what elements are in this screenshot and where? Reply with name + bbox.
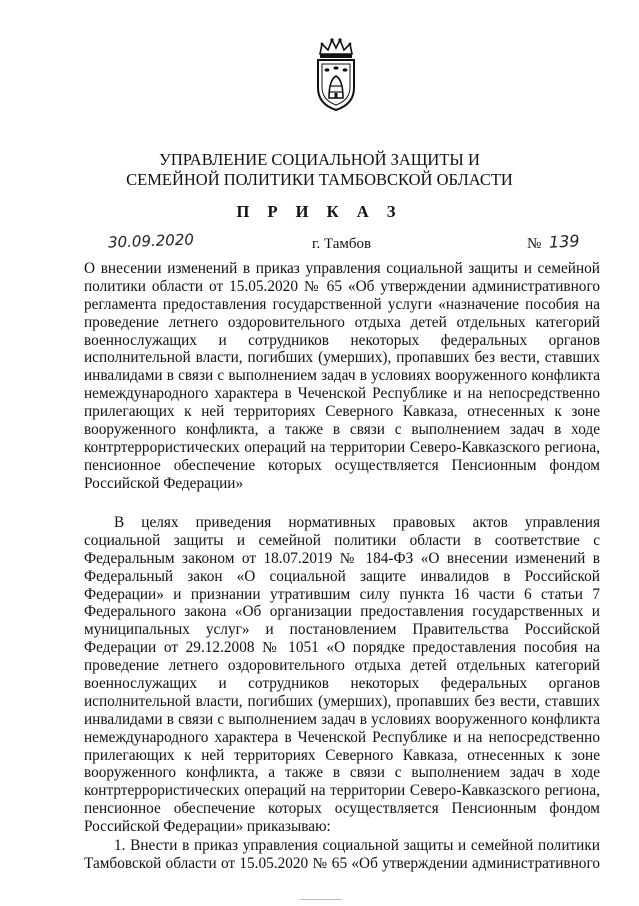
document-city: г. Тамбов — [312, 236, 372, 252]
preamble-line: контртеррористических операций на территории Северо-Кавказского региона, — [84, 782, 600, 800]
preamble-line: инвалидами в связи с выполнением задач в условиях вооруженного конфликта — [84, 710, 600, 728]
preamble-line: немеждународного характера в Чеченской Республике и на непосредственно — [84, 728, 600, 746]
subject-line: О внесении изменений в приказ управления социальной защиты и семейной — [84, 260, 600, 277]
subject-line: политики области от 15.05.2020 № 65 «Об утверждении административного — [84, 277, 600, 295]
subject-line: прилегающих к ней территориях Северного Кавказа, отнесенных к зоне — [84, 403, 600, 421]
preamble-line: военнослужащих и сотрудников некоторых федеральных органов — [84, 675, 600, 693]
subject-line: немеждународного характера в Чеченской Республике и на непосредственно — [84, 385, 600, 403]
subject-line: Российской Федерации» — [84, 474, 244, 492]
document-preamble — [84, 514, 600, 836]
preamble-line: прилегающих к ней территориях Северного Кавказа, отнесенных к зоне — [84, 746, 600, 764]
subject-line: контртеррористических операций на территории Северо-Кавказского региона, — [84, 438, 600, 456]
preamble-line: Российской Федерации» приказываю: — [84, 818, 331, 836]
subject-line: вооруженного конфликта, а также в связи с выполнением задач в ходе — [84, 421, 600, 439]
document-number: 139 — [548, 231, 581, 252]
subject-line: инвалидами в связи с выполнением задач в условиях вооруженного конфликта — [84, 367, 600, 385]
preamble-line: Федерации» и признании утратившим силу пункта 16 части 6 статьи 7 — [84, 585, 600, 603]
organization-name-line-2: СЕМЕЙНОЙ ПОЛИТИКИ ТАМБОВСКОЙ ОБЛАСТИ — [126, 170, 513, 189]
preamble-line: исполнительной власти, погибших (умерших), пропавших без вести, ставших — [84, 692, 600, 710]
subject-line: проведение летнего оздоровительного отдыха детей отдельных категорий — [84, 313, 600, 331]
order-item-1 — [84, 837, 600, 873]
preamble-line: Федеральный закон «О социальной защите инвалидов в Российской — [84, 567, 600, 585]
organization-name — [0, 150, 639, 190]
preamble-line: пенсионное обеспечение которых осуществляется Пенсионным фондом — [84, 800, 600, 818]
preamble-line: вооруженного конфликта, а также в связи с выполнением задач в ходе — [84, 764, 600, 782]
number-sign: № — [527, 236, 542, 252]
document-date: 30.09.2020 — [107, 230, 195, 252]
subject-line: исполнительной власти, погибших (умерших), пропавших без вести, ставших — [84, 349, 600, 367]
subject-line: пенсионное обеспечение которых осуществляется Пенсионным фондом — [84, 456, 600, 474]
item-line: Тамбовской области от 15.05.2020 № 65 «Об утверждении административного — [84, 854, 600, 872]
subject-line: военнослужащих и сотрудников некоторых федеральных органов — [84, 331, 600, 349]
preamble-line: В целях приведения нормативных правовых актов управления — [114, 514, 600, 531]
document-subject — [84, 260, 600, 493]
preamble-line: муниципальных услуг» и постановлением Правительства Российской — [84, 621, 600, 639]
tambov-coat-of-arms-icon — [312, 36, 360, 112]
item-line: 1. Внести в приказ управления социальной защиты и семейной политики — [114, 837, 600, 854]
preamble-line: Федерации от 29.12.2008 № 1051 «О порядке предоставления пособия на — [84, 639, 600, 657]
preamble-line: проведение летнего оздоровительного отдыха детей отдельных категорий — [84, 657, 600, 675]
document-title: П Р И К А З — [236, 202, 403, 221]
preamble-line: Федерального закона «Об организации предоставления государственных и — [84, 603, 600, 621]
page-divider — [300, 888, 342, 891]
preamble-line: социальной защиты и семейной политики области в соответствие с — [84, 531, 600, 549]
subject-line: регламента предоставления государственной услуги «назначение пособия на — [84, 295, 600, 313]
preamble-line: Федеральным законом от 18.07.2019 № 184-ФЗ «О внесении изменений в — [84, 549, 600, 567]
organization-name-line-1: УПРАВЛЕНИЕ СОЦИАЛЬНОЙ ЗАЩИТЫ И — [159, 150, 480, 169]
